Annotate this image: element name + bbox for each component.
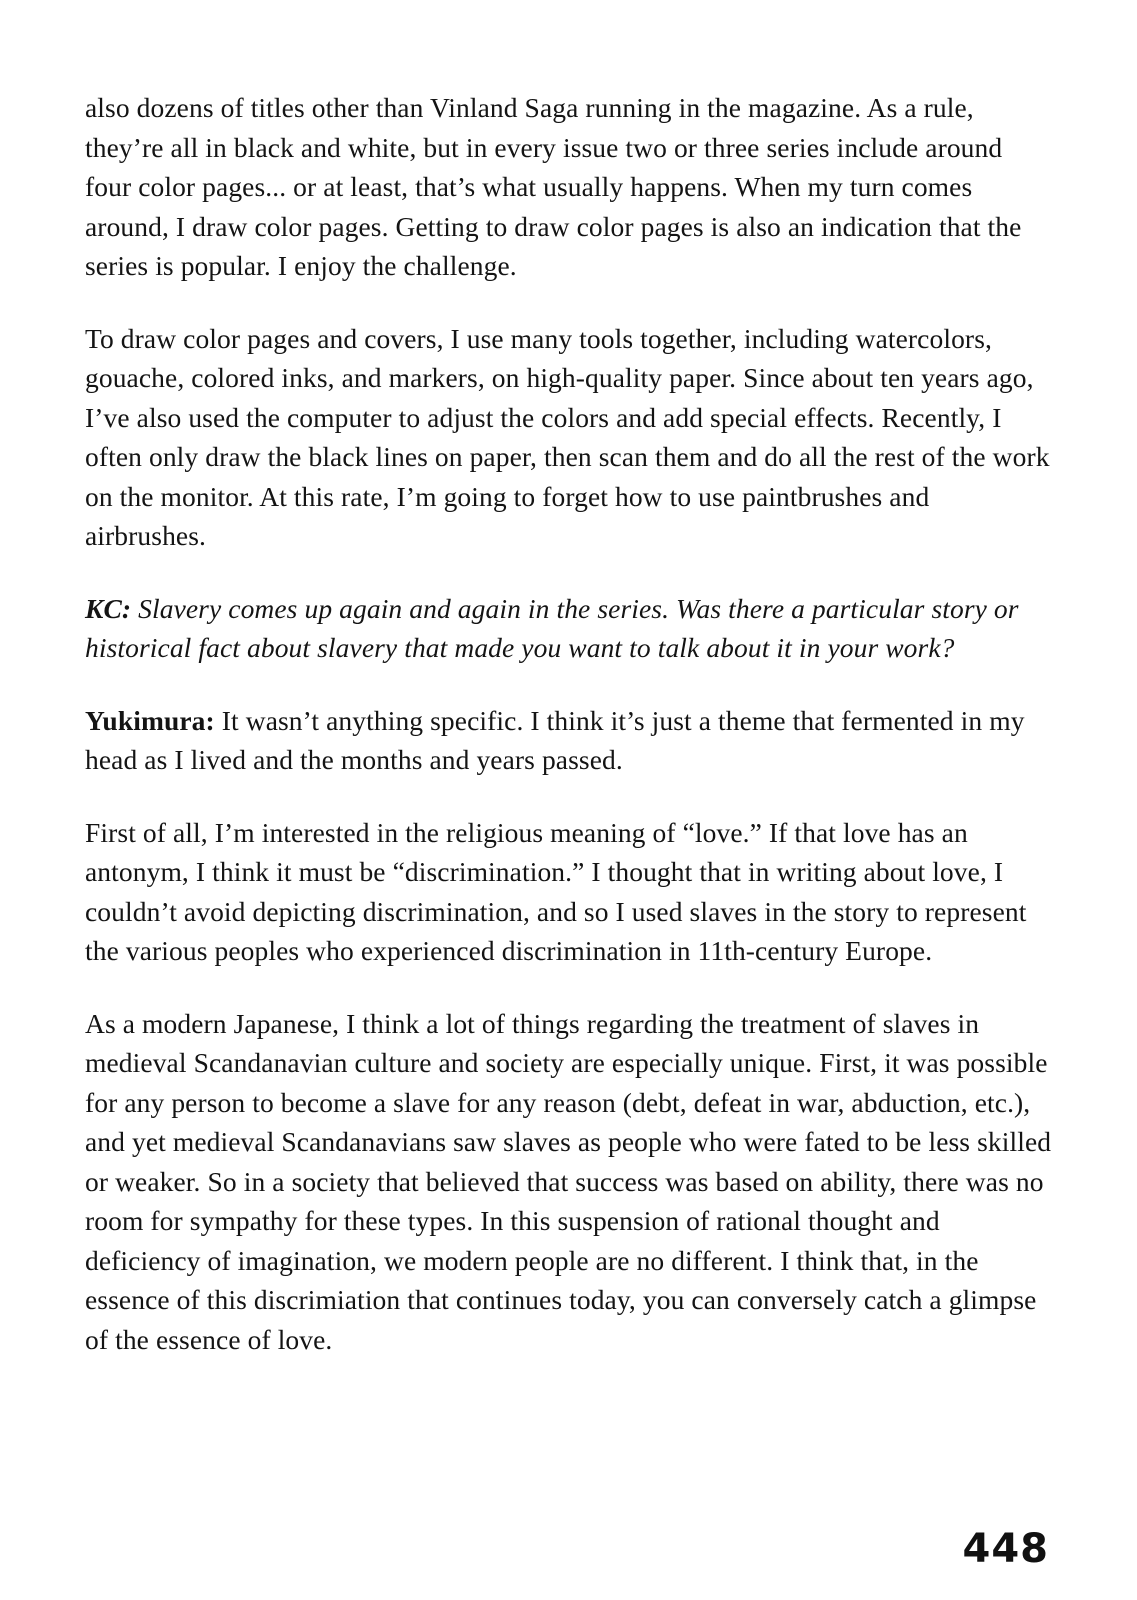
paragraph: First of all, I’m interested in the religious meaning of “love.” If that love has an antonym, I think it must be “discrimination.” I thought that in writing about love, I couldn’t avoid depicting discrimination, and so I used slaves in the story to represent the various peoples who experienced discrimination in 11th-century Europe. <box>85 816 1027 966</box>
page-number: 448 <box>962 1526 1049 1572</box>
paragraph: As a modern Japanese, I think a lot of things regarding the treatment of slaves in medieval Scandanavian culture and society are especially unique. First, it was possible for any person to become a slave for any reason (debt, defeat in war, abduction, etc.), and yet medieval Scandanavians saw slaves as people who were fated to be less skilled or weaker. So in a society that believed that success was based on ability, there was no room for sympathy for these types. In this suspension of rational thought and deficiency of imagination, we modern people are no different. I think that, in the essence of this discrimiation that continues today, you can conversely catch a glimpse of the essence of love. <box>85 1007 1052 1355</box>
answer-speaker-label: Yukimura: <box>85 704 215 736</box>
page-body <box>85 88 1052 1359</box>
question-speaker-label: KC: <box>85 592 132 624</box>
answer-text: It wasn’t anything specific. I think it’s just a theme that fermented in my head as I lived and the months and years passed. <box>85 704 1025 775</box>
paragraph: To draw color pages and covers, I use many tools together, including watercolors, gouache, colored inks, and markers, on high-quality paper. Since about ten years ago, I’ve also used the computer to adjust the colors and add special effects. Recently, I often only draw the black lines on paper, then scan them and do all the rest of the work on the monitor. At this rate, I’m going to forget how to use paintbrushes and airbrushes. <box>85 322 1050 551</box>
interview-answer <box>85 701 1052 780</box>
interview-question <box>85 589 1052 668</box>
paragraph: also dozens of titles other than Vinland Saga running in the magazine. As a rule, they’re all in black and white, but in every issue two or three series include around four color pages... or at least, that’s what usually happens. When my turn comes around, I draw color pages. Getting to draw color pages is also an indication that the series is popular. I enjoy the challenge. <box>85 92 1022 281</box>
question-text: Slavery comes up again and again in the series. Was there a particular story or historical fact about slavery that made you want to talk about it in your work? <box>85 592 1019 663</box>
